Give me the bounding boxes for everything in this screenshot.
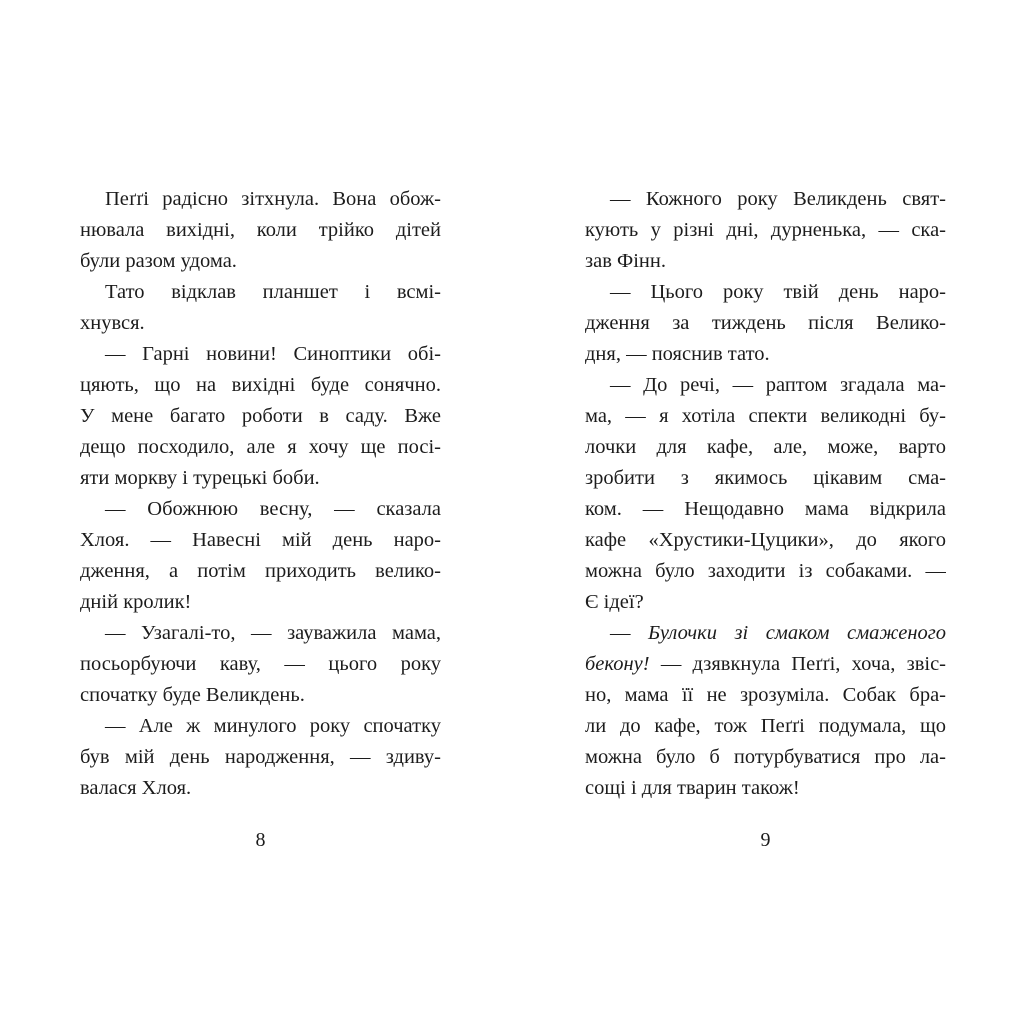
text-line	[585, 556, 946, 587]
body-text: цяють, що на вихідні буде сонячно.	[80, 374, 441, 396]
body-text: зав Фінн.	[585, 250, 666, 272]
text-line	[585, 308, 946, 339]
text-column	[80, 184, 441, 804]
body-text: Тато відклав планшет і всмі-	[105, 281, 441, 303]
text-line	[585, 587, 946, 618]
body-text: хнувся.	[80, 312, 145, 334]
text-line	[585, 711, 946, 742]
body-text: — Кожного року Великдень свят-	[610, 188, 946, 210]
text-line	[80, 277, 441, 308]
text-line	[585, 680, 946, 711]
text-line	[585, 370, 946, 401]
text-line	[585, 618, 946, 649]
text-line	[80, 308, 441, 339]
body-text: но, мама її не зрозуміла. Собак бра-	[585, 684, 946, 706]
body-text: був мій день народження, — здиву-	[80, 746, 441, 768]
text-line	[80, 742, 441, 773]
text-line	[80, 618, 441, 649]
body-text: Є ідеї?	[585, 591, 644, 613]
text-line	[80, 463, 441, 494]
text-line	[585, 649, 946, 680]
body-text: —	[610, 622, 649, 644]
text-line	[80, 339, 441, 370]
body-text: можна було заходити із собаками. —	[585, 560, 946, 582]
body-text: можна було б потурбуватися про ла-	[585, 746, 946, 768]
body-text: дження, а потім приходить велико-	[80, 560, 441, 582]
text-line	[80, 773, 441, 804]
body-text: ли до кафе, тож Пеґґі подумала, що	[585, 715, 946, 737]
text-line	[80, 401, 441, 432]
text-line	[585, 184, 946, 215]
text-line	[585, 494, 946, 525]
text-line	[80, 711, 441, 742]
body-text: посьорбуючи каву, — цього року	[80, 653, 441, 675]
emphasis-text: бекону!	[585, 653, 650, 675]
body-text: Хлоя. — Навесні мій день наро-	[80, 529, 441, 551]
body-text: — Цього року твій день наро-	[610, 281, 946, 303]
body-text: спочатку буде Великдень.	[80, 684, 305, 706]
body-text: дня, — пояснив тато.	[585, 343, 770, 365]
text-line	[80, 184, 441, 215]
text-line	[80, 494, 441, 525]
text-line	[585, 742, 946, 773]
body-text: ком. — Нещодавно мама відкрила	[585, 498, 946, 520]
text-line	[585, 525, 946, 556]
body-text: кують у різні дні, дурненька, — ска-	[585, 219, 946, 241]
body-text: — Узагалі-то, — зауважила мама,	[105, 622, 441, 644]
text-line	[585, 215, 946, 246]
body-text: ма, — я хотіла спекти великодні бу-	[585, 405, 946, 427]
text-line	[80, 649, 441, 680]
text-line	[585, 246, 946, 277]
body-text: кафе «Хрустики-Цуцики», до якого	[585, 529, 946, 551]
body-text: — Але ж минулого року спочатку	[105, 715, 441, 737]
text-line	[585, 339, 946, 370]
text-column	[585, 184, 946, 804]
text-line	[80, 246, 441, 277]
text-line	[80, 680, 441, 711]
page-left	[80, 184, 441, 856]
text-line	[585, 277, 946, 308]
body-text: дження за тиждень після Велико-	[585, 312, 946, 334]
body-text: зробити з якимось цікавим сма-	[585, 467, 946, 489]
text-line	[585, 773, 946, 804]
text-line	[585, 401, 946, 432]
page-number: 9	[760, 829, 771, 851]
body-text: сощі і для тварин також!	[585, 777, 800, 799]
text-line	[80, 556, 441, 587]
text-line	[80, 587, 441, 618]
body-text: валася Хлоя.	[80, 777, 192, 799]
body-text: дещо посходило, але я хочу ще посі-	[80, 436, 441, 458]
body-text: — дзявкнула Пеґґі, хоча, звіс-	[649, 653, 946, 675]
page-right	[585, 184, 946, 856]
page-number: 8	[255, 829, 266, 851]
emphasis-text: Булочки зі смаком смаженого	[648, 622, 946, 644]
body-text: дній кролик!	[80, 591, 192, 613]
body-text: — Гарні новини! Синоптики обі-	[105, 343, 441, 365]
text-line	[585, 432, 946, 463]
text-line	[80, 370, 441, 401]
body-text: були разом удома.	[80, 250, 237, 272]
body-text: У мене багато роботи в саду. Вже	[80, 405, 441, 427]
text-line	[80, 432, 441, 463]
body-text: Пеґґі радісно зітхнула. Вона обож-	[105, 188, 441, 210]
body-text: нювала вихідні, коли трійко дітей	[80, 219, 441, 241]
body-text: яти моркву і турецькі боби.	[80, 467, 320, 489]
text-line	[80, 215, 441, 246]
text-line	[585, 463, 946, 494]
text-line	[80, 525, 441, 556]
body-text: — До речі, — раптом згадала ма-	[610, 374, 946, 396]
body-text: — Обожнюю весну, — сказала	[105, 498, 441, 520]
body-text: лочки для кафе, але, може, варто	[585, 436, 946, 458]
